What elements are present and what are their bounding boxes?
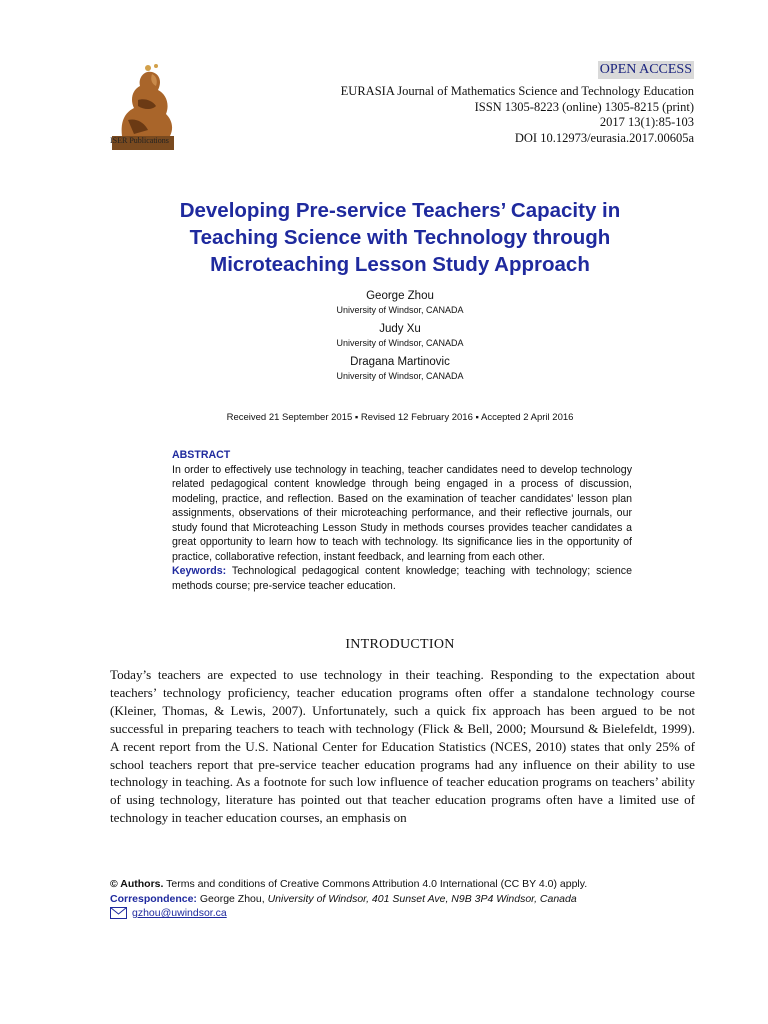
abstract (172, 448, 632, 593)
journal-issn: ISSN 1305-8223 (online) 1305-8215 (print) (474, 99, 694, 114)
copyright-note (110, 877, 670, 892)
author-name: George Zhou (366, 290, 434, 302)
journal-name: EURASIA Journal of Mathematics Science and Technology Education (340, 84, 694, 98)
author-name: Dragana Martinovic (350, 356, 450, 368)
keywords-label: Keywords: (172, 565, 227, 577)
title-line: Developing Pre-service Teachers’ Capacity in (179, 199, 621, 222)
open-access-badge: OPEN ACCESS (599, 62, 692, 77)
author-affiliation: University of Windsor, CANADA (336, 371, 464, 381)
correspondence-name: George Zhou, (196, 892, 268, 905)
keywords (172, 564, 632, 593)
journal-doi: DOI 10.12973/eurasia.2017.00605a (514, 130, 694, 145)
submission-dates: Received 21 September 2015 ▪ Revised 12 February 2016 ▪ Accepted 2 April 2016 (226, 412, 574, 423)
title-line: Teaching Science with Technology through (189, 226, 611, 249)
author-affiliation: University of Windsor, CANADA (336, 305, 464, 315)
correspondence-label: Correspondence: (110, 892, 197, 905)
journal-info (341, 84, 694, 146)
email-row (110, 906, 670, 921)
article-title (90, 197, 710, 278)
abstract-heading: ABSTRACT (172, 449, 231, 461)
journal-volume: 2017 13(1):85-103 (599, 115, 694, 129)
author-affiliation: University of Windsor, CANADA (336, 338, 464, 348)
abstract-text: In order to effectively use technology in teaching, teacher candidates need to develop technology related pedagogical content knowledge through being engaged in a process of discussion, modeling, practice, and reflection. Based on the examination of teacher candidates' lesson plan assignments, observations of their microteaching performance, and their reflective journals, our study found that Microteaching Lesson Study in methods courses provides teacher candidates a great opportunity to learn how to teach with technology. Its significance lies in the opportunity of practice, collaborative refection, instant feedback, and learning from each other. (172, 463, 632, 563)
keywords-text: Technological pedagogical content knowledge; teaching with technology; science methods course; pre-service teacher education. (172, 565, 632, 592)
correspondence (110, 892, 670, 907)
section-heading: INTRODUCTION (345, 637, 455, 652)
copyright-label: © Authors. (110, 878, 164, 890)
envelope-icon (110, 907, 127, 919)
correspondence-address: University of Windsor, 401 Sunset Ave, N9B 3P4 Windsor, Canada (267, 892, 577, 905)
footer-notes (110, 877, 670, 921)
body-paragraph: Today’s teachers are expected to use technology in their teaching. Responding to the expectation about teachers’ technology proficiency, teacher education programs often offer a standalone technology course (Kleiner, Thomas, & Lewis, 2007). Unfortunately, such a quick fix approach has been argued to be not successful in preparing teachers to teach with technology (Flick & Bell, 2000; Moursund & Bielefeldt, 1999). A recent report from the U.S. National Center for Education Statistics (NCES, 2010) states that only 25% of school teachers report that pre-service teacher education programs had any influence on their ability to use technology in teaching. As a footnote for such low influence of teacher education programs on teachers’ ability of using technology, literature has pointed out that teacher education programs often have a limited use of technology in teacher education courses, an emphasis on (110, 667, 695, 826)
email-link[interactable]: gzhou@uwindsor.ca (132, 907, 227, 919)
author-name: Judy Xu (379, 323, 421, 335)
logo-caption: ISER Publications (110, 136, 169, 145)
author-list (90, 289, 710, 388)
copyright-text: Terms and conditions of Creative Commons Attribution 4.0 International (CC BY 4.0) apply. (163, 878, 588, 890)
title-line: Microteaching Lesson Study Approach (210, 253, 590, 276)
